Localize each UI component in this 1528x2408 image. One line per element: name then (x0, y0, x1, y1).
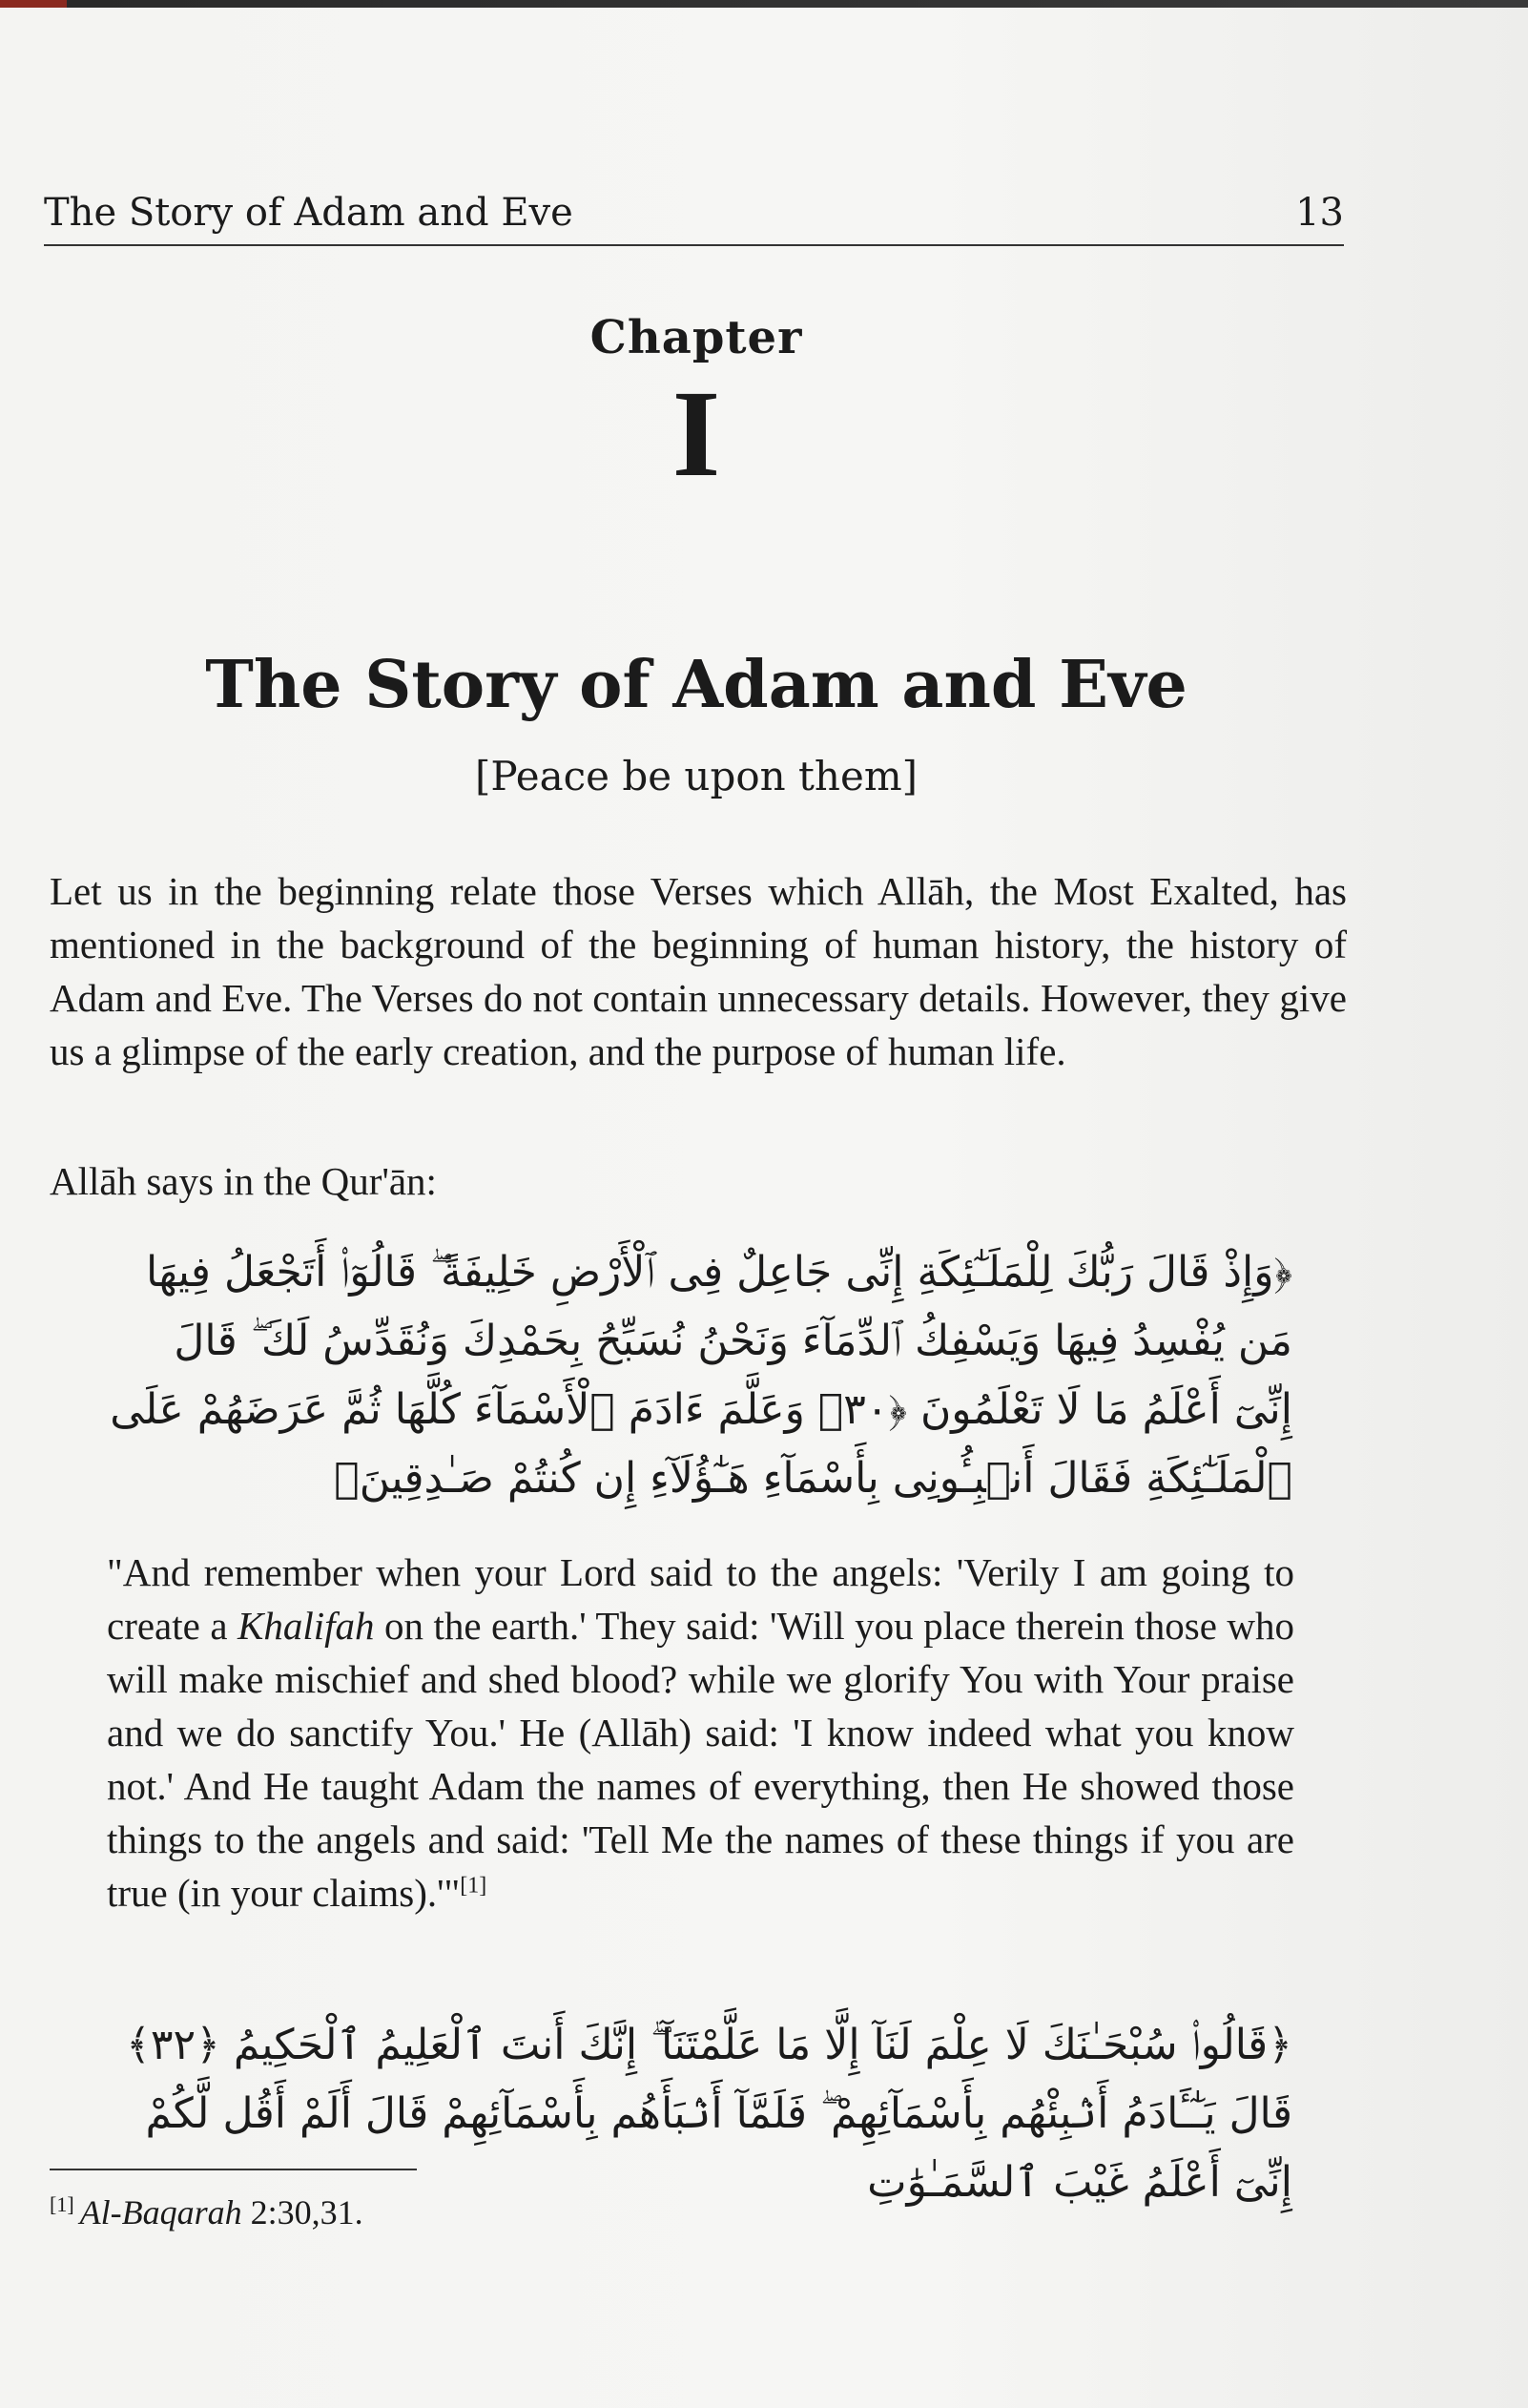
arabic-verse-block-2: ﴿قَالُوا۟ سُبْحَـٰنَكَ لَا عِلْمَ لَنَآ إِلَّا مَا عَلَّمْتَنَآ ۖ إِنَّكَ أَنتَ ٱلْعَلِيمُ ٱلْحَكِيمُ ﴿٣٢﴾ قَالَ يَـٰٓـَٔادَمُ أَنۢبِئْهُم بِأَسْمَآئِهِمْ ۖ فَلَمَّآ أَنۢبَأَهُم بِأَسْمَآئِهِمْ قَالَ أَلَمْ أَقُل لَّكُمْ إِنِّىٓ أَعْلَمُ غَيْبَ ٱلسَّمَـٰوَٰتِ (126, 2021, 1292, 2207)
footnote-mark: [1] (50, 2192, 74, 2216)
khalifah-term: Khalifah (237, 1604, 375, 1648)
chapter-number: I (671, 365, 721, 503)
quran-intro-line: Allāh says in the Qur'ān: (50, 1159, 437, 1203)
arabic-verse-block-1: ﴿وَإِذْ قَالَ رَبُّكَ لِلْمَلَـٰٓئِكَةِ إِنِّى جَاعِلٌ فِى ٱلْأَرْضِ خَلِيفَةً ۖ قَالُوٓا۟ أَتَجْعَلُ فِيهَا مَن يُفْسِدُ فِيهَا وَيَسْفِكُ ٱلدِّمَآءَ وَنَحْنُ نُسَبِّحُ بِحَمْدِكَ وَنُقَدِّسُ لَكَ ۖ قَالَ إِنِّىٓ أَعْلَمُ مَا لَا تَعْلَمُونَ ﴿٣٠﴾ وَعَلَّمَ ءَادَمَ ٱلْأَسْمَآءَ كُلَّهَا ثُمَّ عَرَضَهُمْ عَلَى ٱلْمَلَـٰٓئِكَةِ فَقَالَ أَنۢبِـُٔونِى بِأَسْمَآءِ هَـٰٓؤُلَآءِ إِن كُنتُمْ صَـٰدِقِينَ﴾ (110, 1248, 1292, 1503)
header-rule (44, 244, 1344, 246)
footnote-ref-text: 2:30,31. (241, 2193, 363, 2232)
translation-part-2: on the earth.' They said: 'Will you place therein those who will make mischief and shed blood? while we glorify You with Your praise and we do sanctify You.' He (Allāh) said: 'I know indeed what you know not.' And He taught Adam the names of everything, then He showed those things to the angels and said: 'Tell Me the names of these things if you are true (in your claims).'" (107, 1604, 1294, 1915)
footnote-reference[interactable]: [1] (460, 1873, 487, 1899)
translation-part-1: "And remember when your Lord said to the angels: 'Verily I am going to create a (107, 1550, 1294, 1648)
footnote-rule (50, 2169, 417, 2170)
footnote (50, 2190, 363, 2234)
book-top-edge (0, 0, 1528, 8)
running-head-title: The Story of Adam and Eve (44, 191, 573, 235)
footnote-source: Al-Baqarah (79, 2193, 242, 2232)
verse-translation (107, 1546, 1294, 1920)
page-number: 13 (1295, 191, 1344, 235)
story-title: The Story of Adam and Eve (205, 647, 1187, 723)
chapter-label: Chapter (589, 311, 803, 364)
intro-paragraph: Let us in the beginning relate those Verses which Allāh, the Most Exalted, has mentioned in the background of the beginning of human history, the history of Adam and Eve. The Verses do not contain unnecessary details. However, they give us a glimpse of the early creation, and the purpose of human life. (50, 869, 1347, 1073)
book-page (0, 8, 1528, 2408)
story-subtitle: [Peace be upon them] (474, 753, 919, 799)
